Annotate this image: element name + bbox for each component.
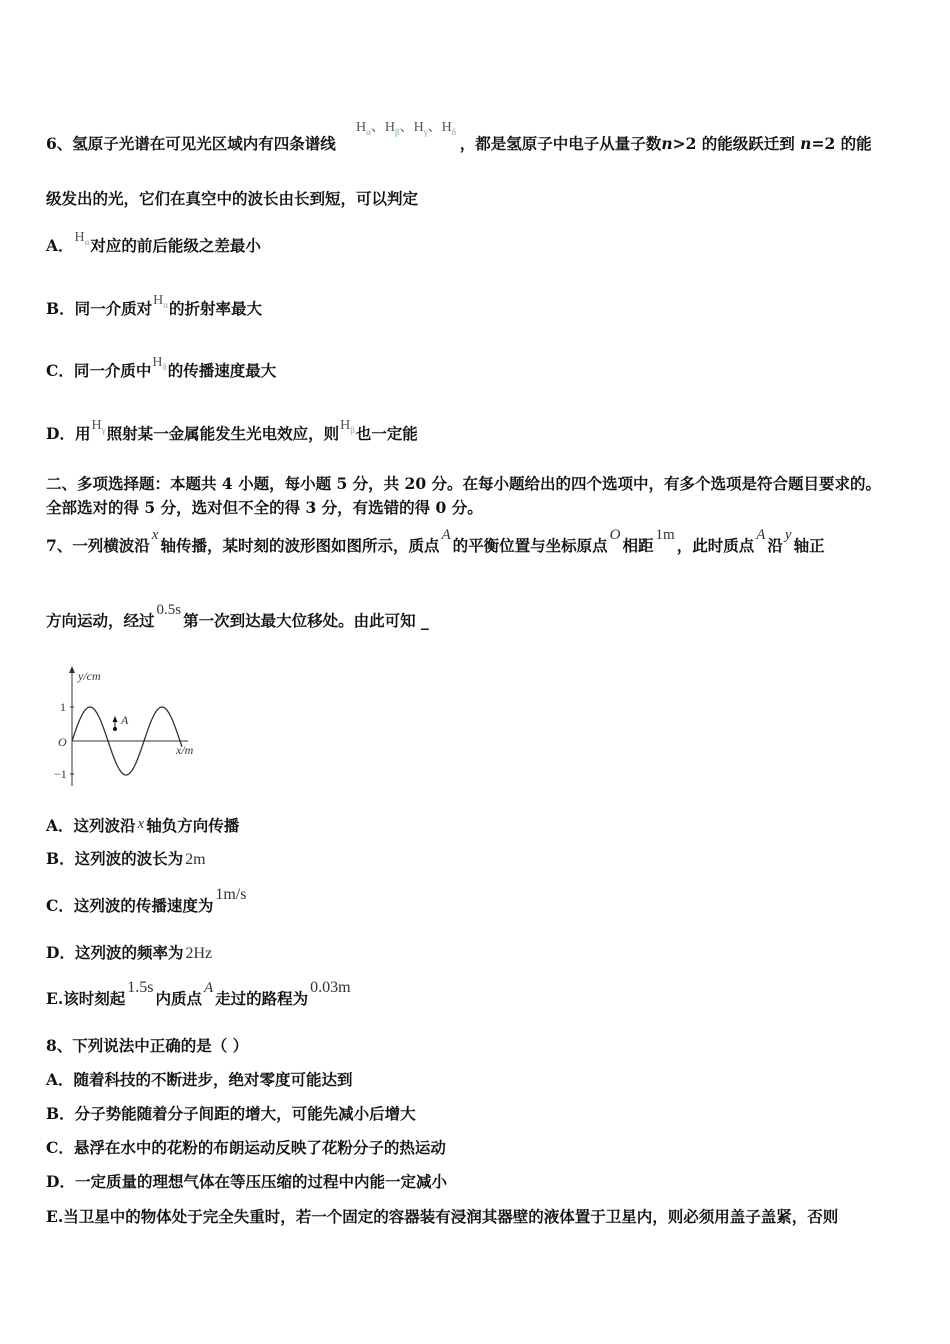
text: 相距 (622, 536, 654, 555)
y-symbol: y (784, 527, 792, 543)
q7-option-b[interactable] (46, 849, 910, 870)
sep: 、 (370, 120, 385, 135)
point-a-symbol: A (441, 527, 451, 543)
h-alpha: $H_\alpha$ (74, 230, 90, 247)
option-label: B．同一介质对 (46, 299, 153, 318)
tick-m1-label: −1 (54, 767, 67, 781)
h-gamma: $H_\gamma$ (91, 418, 106, 435)
origin-symbol: O (609, 527, 621, 543)
option-text: 对应的前后能级之差最小 (90, 236, 261, 255)
tick-1-label: 1 (60, 700, 66, 714)
q6-option-b[interactable] (46, 293, 910, 325)
q7-stem-line1 (46, 527, 910, 557)
point-a-symbol: A (756, 527, 766, 543)
h-alpha: $H_\alpha$ (356, 120, 371, 137)
q8-option-d[interactable]: D．一定质量的理想气体在等压压缩的过程中内能一定减小 (46, 1172, 447, 1191)
q8-stem: 8、下列说法中正确的是（ ） (46, 1036, 249, 1055)
x-axis-label: x/m (176, 743, 194, 757)
q6-mid-b: >2 的能级跃迁到 (672, 134, 795, 153)
text: 轴传播，某时刻的波形图如图所示，质点 (160, 536, 440, 555)
text: 的平衡位置与坐标原点 (452, 536, 608, 555)
text: 沿 (767, 536, 783, 555)
origin-label: O (58, 735, 67, 749)
point-a-symbol: A (203, 980, 214, 996)
q8-option-c[interactable]: C．悬浮在水中的花粉的布朗运动反映了花粉分子的热运动 (46, 1138, 446, 1157)
option-label: A． (46, 236, 74, 255)
q6-option-d[interactable] (46, 418, 910, 450)
x-symbol: x (151, 527, 159, 543)
option-text: 的传播速度最大 (167, 361, 277, 380)
text: 内质点 (155, 989, 202, 1008)
sep: 、 (399, 120, 414, 135)
q6-stem-line2: 级发出的光，它们在真空中的波长由长到短，可以判定 (46, 189, 419, 208)
text: A．这列波沿 (46, 816, 136, 835)
q6-option-a[interactable] (46, 230, 910, 262)
sep: 、 (427, 120, 442, 135)
h-gamma: $H_\gamma$ (413, 120, 428, 137)
point-a-arrow (113, 716, 118, 722)
text: 轴负方向传播 (146, 816, 240, 835)
h-delta: $H_\delta$ (152, 355, 167, 372)
h-beta: $H_\beta$ (340, 418, 355, 435)
q7-option-e[interactable] (46, 979, 910, 1010)
q7-option-c[interactable] (46, 886, 910, 917)
y-axis-arrow (69, 666, 75, 673)
q8-option-b[interactable]: B．分子势能随着分子间距的增大，可能先减小后增大 (46, 1104, 416, 1123)
text: D．这列波的频率为 (46, 943, 184, 962)
distance-value: 1m (655, 527, 675, 543)
q8-option-a[interactable]: A．随着科技的不断进步，绝对零度可能达到 (46, 1070, 353, 1089)
text: E.该时刻起 (46, 989, 126, 1008)
text: ，此时质点 (676, 536, 755, 555)
text: 7、一列横波沿 (46, 536, 150, 555)
text: 轴正 (793, 536, 825, 555)
option-label: D．用 (46, 424, 91, 443)
option-text: 的折射率最大 (168, 299, 262, 318)
path-value: 0.03m (310, 979, 351, 996)
q6-intro: 6、氢原子光谱在可见光区域内有四条谱线 (46, 134, 336, 153)
q7-stem-line2 (46, 602, 910, 632)
x-symbol: x (137, 816, 145, 832)
q7-option-d[interactable] (46, 943, 910, 964)
h-delta: $H_\delta$ (441, 120, 457, 137)
q6-option-c[interactable] (46, 355, 910, 387)
section2-line2: 全部选对的得 5 分，选对但不全的得 3 分，有选错的得 0 分。 (46, 498, 483, 517)
option-text: 照射某一金属能发生光电效应，则 (106, 424, 340, 443)
text: B．这列波的波长为 (46, 849, 184, 868)
text: 方向运动，经过 (46, 611, 155, 630)
text: C．这列波的传播速度为 (46, 896, 214, 915)
text: 第一次到达最大位移处。由此可知 _ (183, 611, 429, 630)
frequency-value: 2Hz (185, 945, 213, 962)
speed-value: 1m/s (215, 886, 247, 903)
option-label: C．同一介质中 (46, 361, 152, 380)
q6-stem-line1 (46, 134, 910, 154)
y-axis-label: y/cm (78, 669, 101, 683)
time-value: 1.5s (127, 979, 154, 996)
wavelength-value: 2m (185, 851, 206, 868)
time-value: 0.5s (156, 602, 182, 618)
n-symbol: n (800, 134, 812, 153)
n-symbol: n (661, 134, 673, 153)
q7-option-a[interactable] (46, 816, 910, 837)
point-a-label: A (121, 713, 129, 727)
text: 走过的路程为 (215, 989, 309, 1008)
section2-line1: 二、多项选择题：本题共 4 小题，每小题 5 分，共 20 分。在每小题给出的四个选项中，有多个选项是符合题目要求的。 (46, 474, 882, 493)
h-beta: $H_\beta$ (384, 120, 400, 137)
option-text: 也一定能 (355, 424, 418, 443)
q6-mid-a: ，都是氢原子中电子从量子数 (459, 134, 662, 153)
wave-graph (48, 664, 218, 789)
q6-mid-c: =2 的能 (811, 134, 872, 153)
h-alpha: $H_\alpha$ (153, 293, 168, 310)
q8-option-e[interactable]: E.当卫星中的物体处于完全失重时，若一个固定的容器装有浸润其器壁的液体置于卫星内，则必须用盖子盖紧，否则 (46, 1207, 839, 1226)
